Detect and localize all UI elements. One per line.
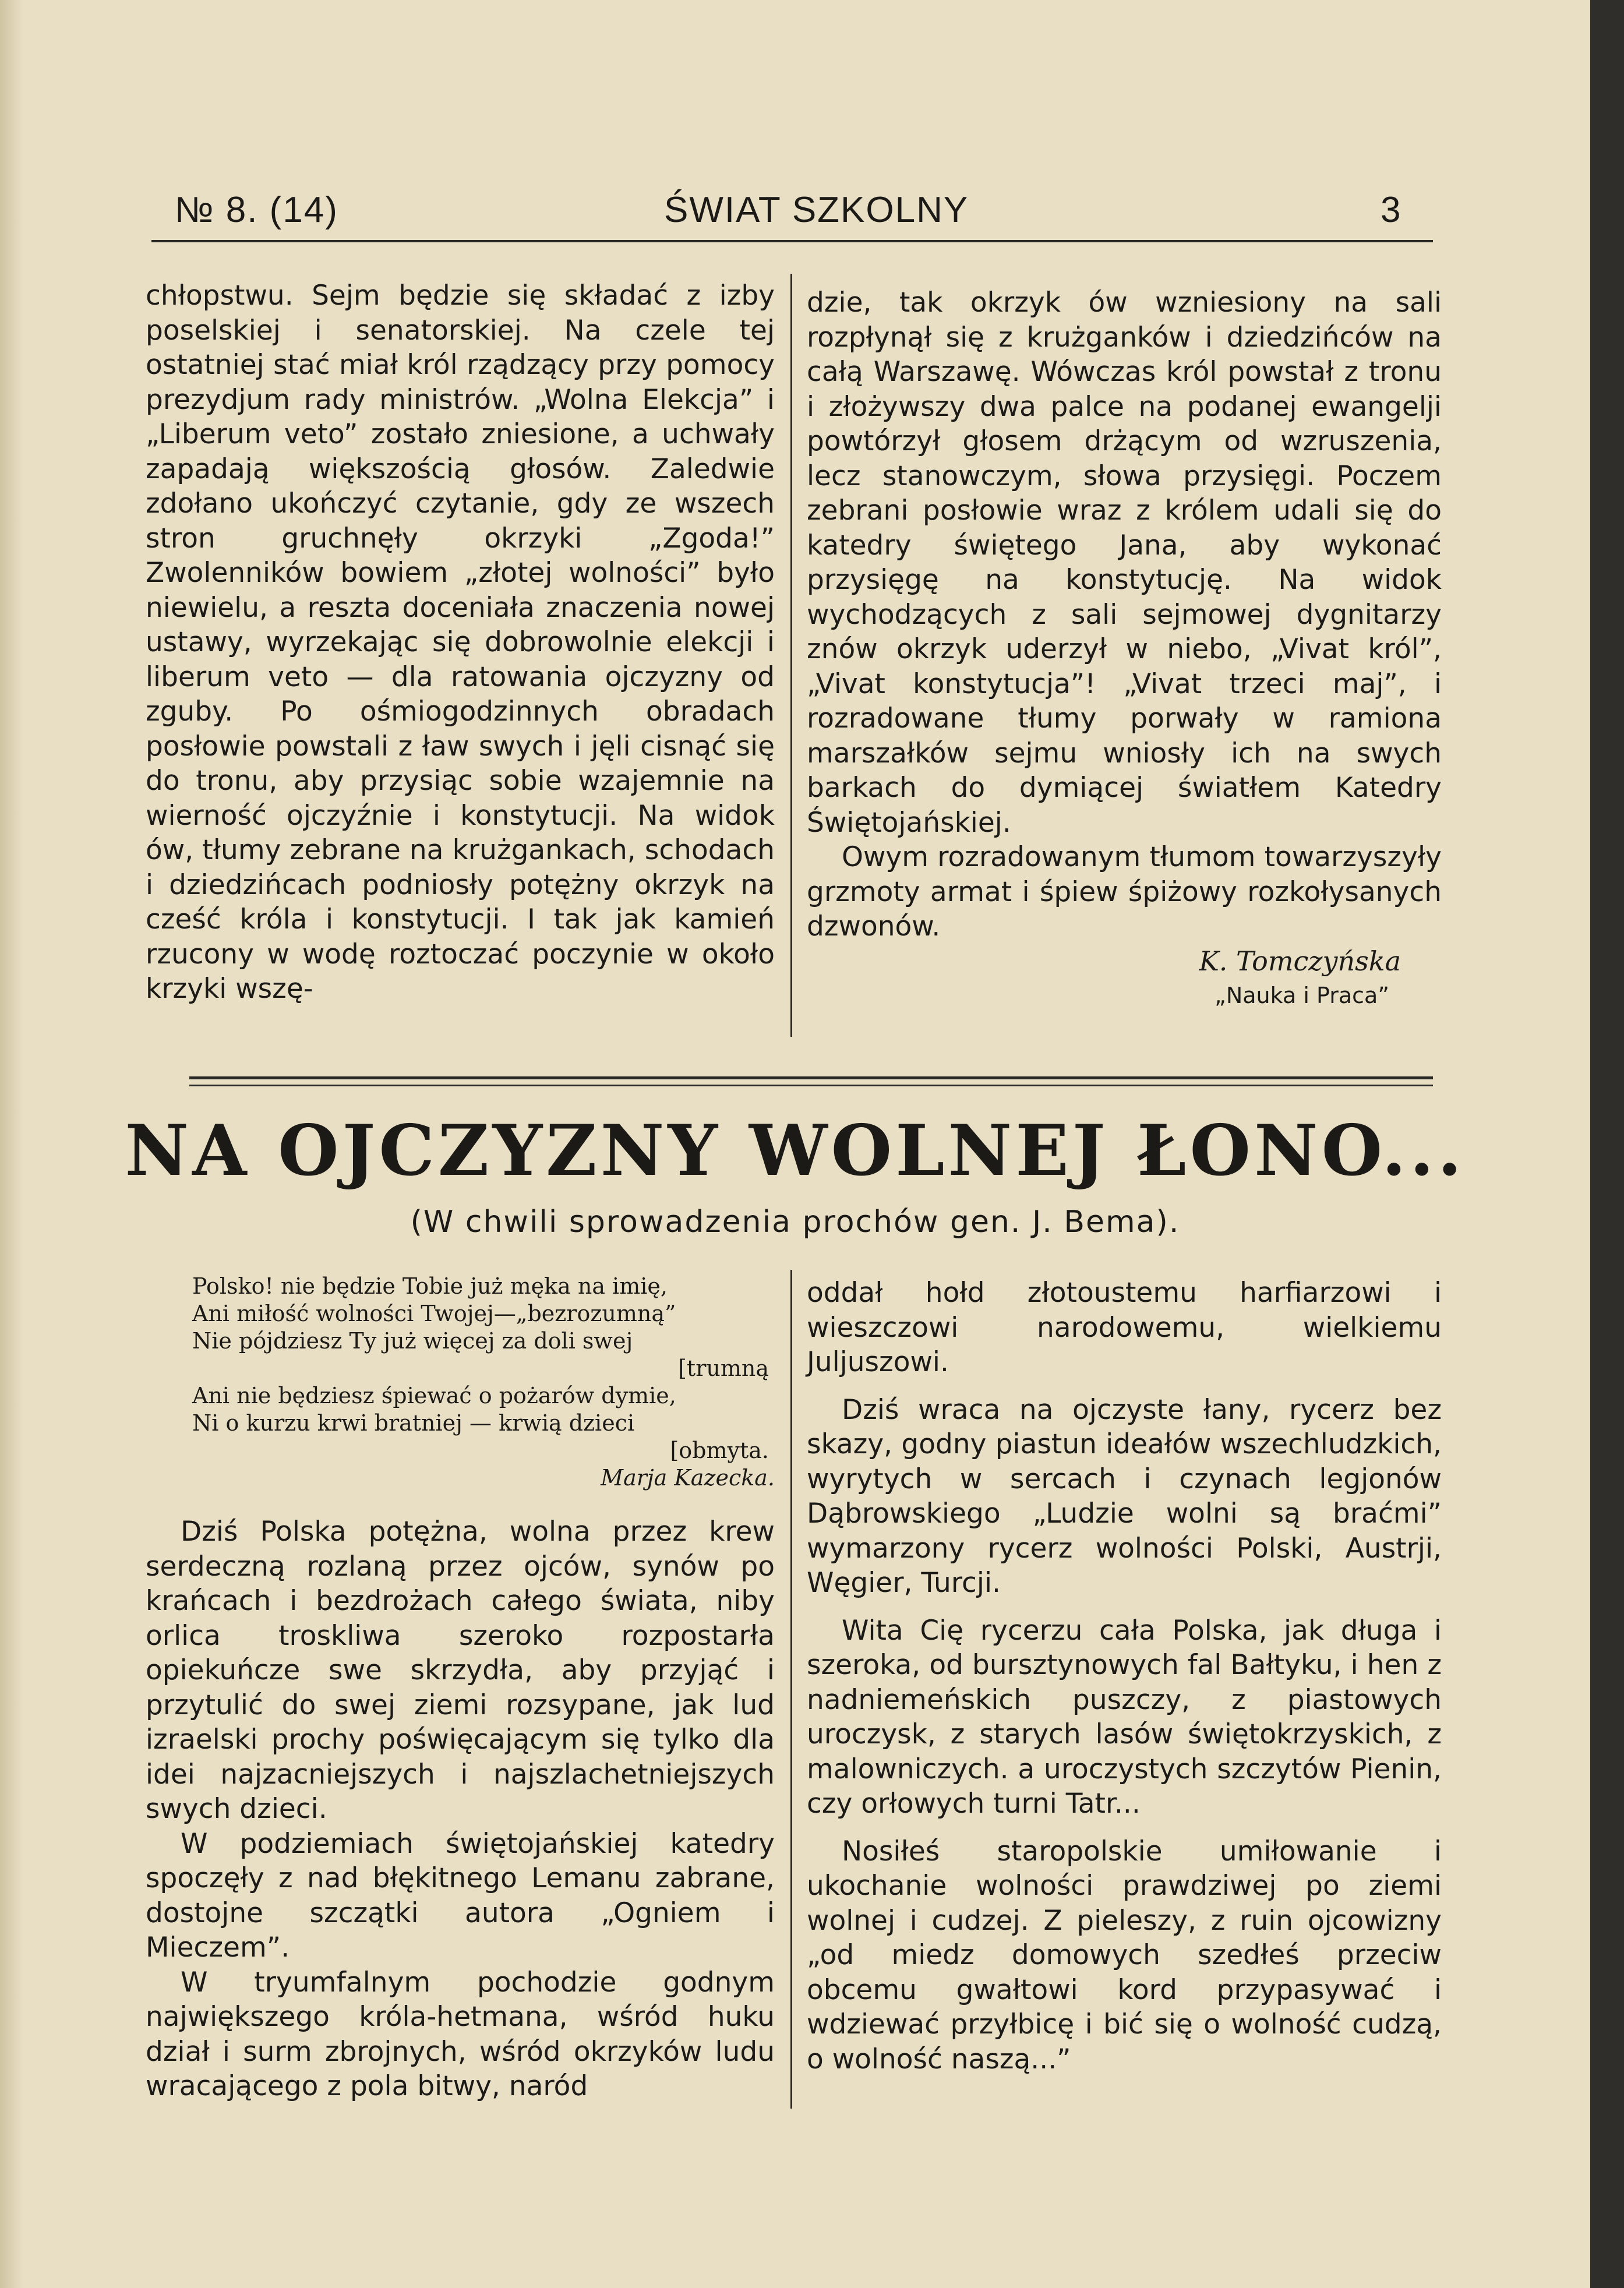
poem-line: Ani miłość wolności Twojej—„bezrozumną” [192, 1301, 676, 1326]
article2-title: NA OJCZYZNY WOLNEJ ŁONO... [125, 1110, 1466, 1192]
section-divider-thin [189, 1085, 1433, 1086]
poem-author: Marja Kazecka. [601, 1465, 775, 1491]
article2-paragraph: W podziemiach świętojańskiej katedry spoczęły z nad błękitnego Lemanu zabrane, dostojne szczątki autora „Ogniem i Mieczem”. [146, 1827, 775, 1964]
article1-source: „Nauka i Praca” [1215, 983, 1389, 1008]
issue-number: № 8. (14) [175, 190, 338, 230]
masthead-title: ŚWIAT SZKOLNY [664, 190, 969, 230]
poem-line: Ani nie będziesz śpiewać o pożarów dymie, [192, 1383, 676, 1408]
section-divider [189, 1076, 1433, 1079]
epigraph-poem [192, 1273, 775, 1492]
poem-line: [obmyta. [670, 1438, 769, 1463]
article2-subtitle: (W chwili sprowadzenia prochów gen. J. Bema). [410, 1205, 1180, 1240]
article2-paragraph: Nosiłeś staropolskie umiłowanie i ukochanie wolności prawdziwej po ziemi wolnej i cudzej. Z pieleszy, z ruin ojcowizny „od miedz domowych szedłeś przeciw obcemu gwałtowi kord przypasywać i wdziewać przyłbicę i bić się o wolność cudzą, o wolność naszą...” [807, 1835, 1442, 2075]
scan-background-edge [1590, 0, 1624, 2288]
page-number: 3 [1381, 190, 1402, 230]
article1-right-column [807, 285, 1442, 1014]
article2-paragraph: W tryumfalnym pochodzie godnym największego króla-hetmana, wśród huku dział i surm zbrojnych, wśród okrzyków ludu wracającego z pola bitwy, naród [146, 1966, 775, 2102]
poem-line: [trumną [678, 1355, 769, 1381]
article1-left-text: chłopstwu. Sejm będzie się składać z izby poselskiej i senatorskiej. Na czele tej ostatniej stać miał król rządzący przy pomocy prezydjum rady ministrów. „Wolna Elekcja” i „Liberum veto” zostało zniesione, a uchwały zapadają większością głosów. Zaledwie zdołano ukończyć czytanie, gdy ze wszech stron gruchnęły okrzyki „Zgoda!” Zwolenników bowiem „złotej wolności” było niewielu, a reszta doceniała znaczenia nowej ustawy, wyrzekając się dobrowolnie elekcji i liberum veto — dla ratowania ojczyzny od zguby. Po ośmiogodzinnych obradach posłowie powstali z ław swych i jęli cisnąć się do tronu, aby przysiąc sobie wzajemnie na wierność ojczyźnie i konstytucji. Na widok ów, tłumy zebrane na krużgankach, schodach i dziedzińcach podniosły potężny okrzyk na cześć króla i konstytucji. I tak jak kamień rzucony w wodę roztoczać poczynie w około krzyki wszę- [146, 280, 775, 1005]
article2-left-column [146, 1514, 775, 2104]
poem-line: Nie pójdziesz Ty już więcej za doli swej [192, 1328, 633, 1354]
poem-line: Ni o kurzu krwi bratniej — krwią dzieci [192, 1410, 635, 1436]
article2-paragraph: oddał hołd złotoustemu harfiarzowi i wieszczowi narodowemu, wielkiemu Juljuszowi. [807, 1277, 1442, 1378]
article1-right-text: dzie, tak okrzyk ów wzniesiony na sali rozpłynął się z krużganków i dziedzińców na całą Warszawę. Wówczas król powstał z tronu i złożywszy dwa palce na podanej ewangelji powtórzył głosem drżącym od wzruszenia, lecz stanowczym, słowa przysięgi. Poczem zebrani posłowie wraz z królem udali się do katedry świętego Jana, aby wykonać przysięgę na konstytucję. Na widok wychodzących z sali sejmowej dygnitarzy znów okrzyk uderzył w niebo, „Vivat król”, „Vivat konstytucja”! „Vivat trzeci maj”, i rozradowane tłumy porwały w ramiona marszałków sejmu wniosły ich na swych barkach do dymiącej światłem Katedry Świętojańskiej. [807, 287, 1442, 839]
article1-right-text-2: Owym rozradowanym tłumom towarzyszyły grzmoty armat i śpiew śpiżowy rozkołysanych dzwonów. [807, 841, 1442, 942]
article1-left-column [146, 278, 775, 1007]
article1-author: K. Tomczyńska [1199, 945, 1401, 977]
column-divider [790, 274, 792, 1037]
column-divider [790, 1270, 792, 2109]
article2-paragraph: Wita Cię rycerzu cała Polska, jak długa i szeroka, od bursztynowych fal Bałtyku, i hen z nadniemeńskich puszczy, z piastowych uroczysk, z starych lasów świętokrzyskich, z malowniczych. a uroczystych szczytów Pienin, czy orłowych turni Tatr... [807, 1614, 1442, 1820]
article2-paragraph: Dziś wraca na ojczyste łany, rycerz bez skazy, godny piastun ideałów wszechludzkich, wyrytych w sercach i czynach legjonów Dąbrowskiego „Ludzie wolni są braćmi” wymarzony rycerz wolności Polski, Austrji, Węgier, Turcji. [807, 1393, 1442, 1599]
article2-right-column [807, 1276, 1442, 2077]
page-header [151, 189, 1433, 242]
article2-paragraph: Dziś Polska potężna, wolna przez krew serdeczną rozlaną przez ojców, synów po krańcach i bezdrożach całego świata, niby orlica troskliwa szeroko rozpostarła opiekuńcze swe skrzydła, aby przyjąć i przytulić do swej ziemi rozsypane, jak lud izraelski prochy poświęcającym się tylko dla idei najzacniejszych i najszlachetniejszych swych dzieci. [146, 1516, 775, 1825]
poem-line: Polsko! nie będzie Tobie już męka na imię, [192, 1273, 668, 1299]
header-rule [151, 240, 1433, 242]
